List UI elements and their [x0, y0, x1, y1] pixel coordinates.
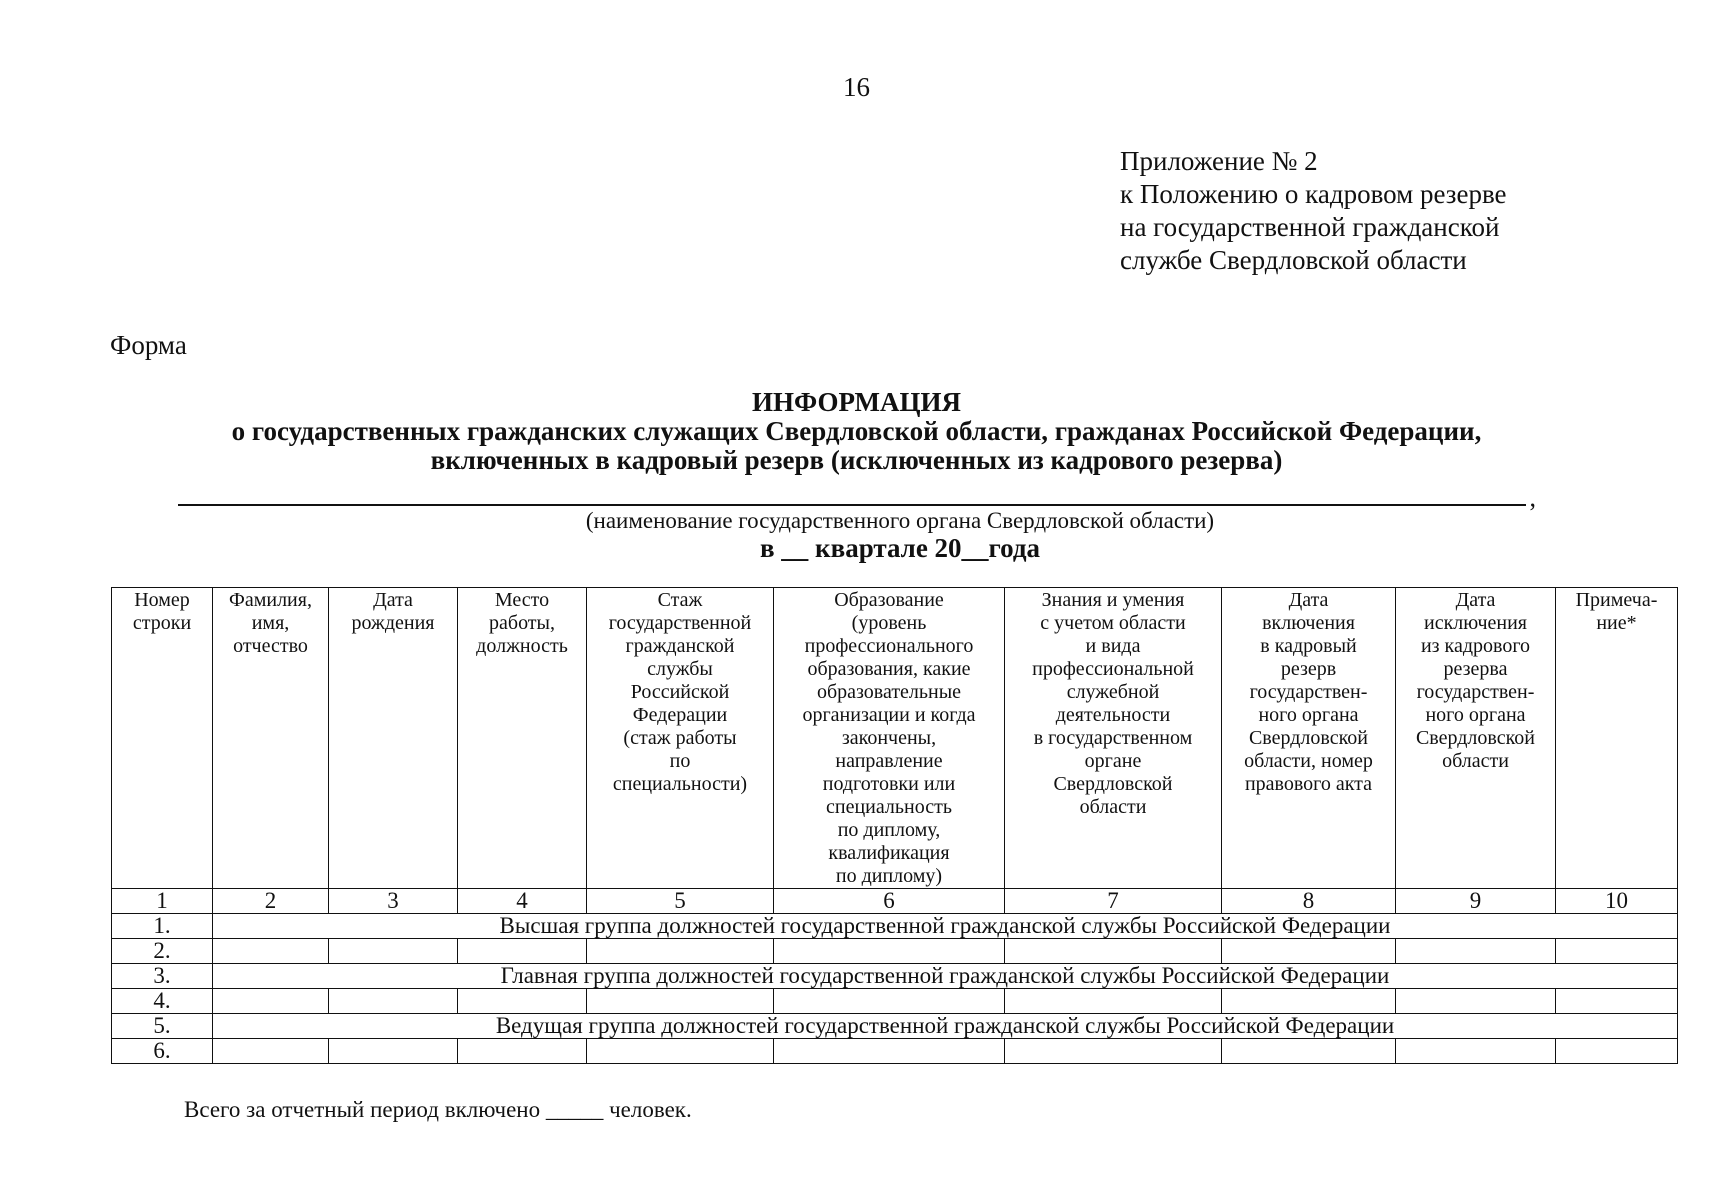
- table-row: [112, 989, 1678, 1014]
- column-header-line: профессиональной: [1032, 658, 1194, 680]
- table-row: [112, 1039, 1678, 1064]
- column-header-line: исключения: [1424, 612, 1527, 634]
- column-number: 7: [1005, 889, 1222, 914]
- column-header-line: имя,: [251, 612, 290, 634]
- column-header-line: Дата: [373, 589, 413, 611]
- empty-cell[interactable]: [1396, 989, 1556, 1014]
- table-row: [112, 964, 1678, 989]
- column-header: [587, 588, 774, 889]
- empty-cell[interactable]: [587, 989, 774, 1014]
- column-header-line: службы: [647, 658, 713, 680]
- row-number: 3.: [112, 964, 213, 989]
- column-number: 8: [1222, 889, 1396, 914]
- blank-line-comma: ,: [1529, 483, 1536, 512]
- row-number: 6.: [112, 1039, 213, 1064]
- page-number: 16: [843, 72, 870, 102]
- form-label: Форма: [110, 330, 187, 360]
- column-header-line: профессионального: [804, 635, 974, 657]
- empty-cell[interactable]: [1396, 939, 1556, 964]
- empty-cell[interactable]: [774, 989, 1005, 1014]
- column-header-line: правового акта: [1244, 773, 1373, 795]
- column-header-line: Свердловской: [1248, 727, 1369, 749]
- empty-cell[interactable]: [774, 939, 1005, 964]
- column-number: 10: [1556, 889, 1678, 914]
- column-header-line: ного органа: [1258, 704, 1359, 726]
- empty-cell[interactable]: [458, 1039, 587, 1064]
- column-number: 3: [329, 889, 458, 914]
- empty-cell[interactable]: [1005, 1039, 1222, 1064]
- column-header-line: области: [1079, 796, 1147, 818]
- column-number: 6: [774, 889, 1005, 914]
- document-title: [0, 388, 1713, 475]
- column-header-line: Российской: [630, 681, 730, 703]
- column-header-line: Фамилия,: [229, 589, 312, 611]
- column-header: [112, 588, 213, 889]
- total-included-line: Всего за отчетный период включено _____ человек.: [184, 1097, 692, 1122]
- table-body: [112, 889, 1678, 1064]
- empty-cell[interactable]: [329, 1039, 458, 1064]
- org-name-caption: (наименование государственного органа Свердловской области): [585, 508, 1215, 533]
- column-header-line: ние*: [1596, 612, 1637, 634]
- column-header-line: квалификация: [828, 842, 950, 864]
- column-header: [1005, 588, 1222, 889]
- column-header-line: образования, какие: [807, 658, 971, 680]
- table-row: [112, 939, 1678, 964]
- column-header-line: Свердловской: [1415, 727, 1536, 749]
- column-header-line: закончены,: [841, 727, 937, 749]
- empty-cell[interactable]: [774, 1039, 1005, 1064]
- table-row: [112, 1014, 1678, 1039]
- column-header-line: и вида: [1085, 635, 1141, 657]
- empty-cell[interactable]: [213, 989, 329, 1014]
- position-group-heading: Ведущая группа должностей государственной гражданской службы Российской Федерации: [213, 1014, 1678, 1039]
- column-header-line: Свердловской: [1053, 773, 1173, 795]
- column-header-line: строки: [132, 612, 192, 634]
- column-header-line: направление: [835, 750, 943, 772]
- reserve-info-table: [111, 587, 1678, 1064]
- empty-cell[interactable]: [1556, 1039, 1678, 1064]
- empty-cell[interactable]: [329, 939, 458, 964]
- empty-cell[interactable]: [213, 1039, 329, 1064]
- column-header-line: отчество: [233, 635, 308, 657]
- column-header-line: в государственном: [1033, 727, 1193, 749]
- column-header: [1556, 588, 1678, 889]
- position-group-heading: Главная группа должностей государственной гражданской службы Российской Федерации: [213, 964, 1678, 989]
- column-header: [329, 588, 458, 889]
- empty-cell[interactable]: [213, 939, 329, 964]
- column-header-line: образовательные: [816, 681, 962, 703]
- column-header-line: Примеча-: [1575, 589, 1658, 611]
- column-header-line: организации и когда: [802, 704, 976, 726]
- column-header-line: работы,: [489, 612, 555, 634]
- column-number: 2: [213, 889, 329, 914]
- title-line: о государственных гражданских служащих Свердловской области, гражданах Российской Федерации,: [231, 416, 1482, 446]
- column-header-line: Место: [494, 589, 550, 611]
- empty-cell[interactable]: [1222, 939, 1396, 964]
- row-number: 2.: [112, 939, 213, 964]
- column-header-line: Федерации: [632, 704, 728, 726]
- column-header-line: с учетом области: [1040, 612, 1186, 634]
- column-header-line: резерва: [1443, 658, 1508, 680]
- column-header-line: подготовки или: [822, 773, 956, 795]
- column-header-line: Образование: [834, 589, 944, 611]
- appendix-note: [1120, 145, 1507, 277]
- column-header-line: государственной: [608, 612, 752, 634]
- column-header: [458, 588, 587, 889]
- column-number: 9: [1396, 889, 1556, 914]
- title-main: ИНФОРМАЦИЯ: [752, 387, 961, 417]
- column-header-line: по диплому,: [837, 819, 941, 841]
- position-group-heading: Высшая группа должностей государственной гражданской службы Российской Федерации: [213, 914, 1678, 939]
- column-header-line: по: [669, 750, 691, 772]
- column-header-line: (стаж работы: [623, 727, 737, 749]
- column-header-line: Стаж: [657, 589, 703, 611]
- column-number: 4: [458, 889, 587, 914]
- appendix-line: службе Свердловской области: [1120, 245, 1467, 275]
- table-header-row: [112, 588, 1678, 889]
- column-header-line: ного органа: [1425, 704, 1526, 726]
- column-header-line: должность: [476, 635, 568, 657]
- column-header-line: Дата: [1288, 589, 1329, 611]
- title-line: включенных в кадровый резерв (исключенных из кадрового резерва): [430, 445, 1283, 475]
- column-header-line: органе: [1084, 750, 1142, 772]
- column-header-line: резерв: [1280, 658, 1337, 680]
- column-header-line: специальности): [612, 773, 748, 795]
- empty-cell[interactable]: [329, 989, 458, 1014]
- appendix-line: на государственной гражданской: [1120, 212, 1500, 242]
- column-header-line: по диплому): [835, 865, 943, 887]
- empty-cell[interactable]: [587, 939, 774, 964]
- column-header-line: гражданской: [625, 635, 735, 657]
- column-header-line: рождения: [351, 612, 435, 634]
- column-number: 5: [587, 889, 774, 914]
- empty-cell[interactable]: [1005, 939, 1222, 964]
- empty-cell[interactable]: [1396, 1039, 1556, 1064]
- column-header-line: области, номер: [1244, 750, 1373, 772]
- table-row: [112, 914, 1678, 939]
- empty-cell[interactable]: [587, 1039, 774, 1064]
- empty-cell[interactable]: [1005, 989, 1222, 1014]
- column-header-line: Знания и умения: [1041, 589, 1185, 611]
- column-number: 1: [112, 889, 213, 914]
- row-number: 1.: [112, 914, 213, 939]
- column-header-line: государствен-: [1249, 681, 1368, 703]
- column-header-line: специальность: [826, 796, 952, 818]
- empty-cell[interactable]: [1556, 989, 1678, 1014]
- row-number: 5.: [112, 1014, 213, 1039]
- column-header-line: в кадровый: [1260, 635, 1357, 657]
- column-header: [1396, 588, 1556, 889]
- column-number-row: [112, 889, 1678, 914]
- column-header: [213, 588, 329, 889]
- appendix-line: Приложение № 2: [1120, 146, 1318, 176]
- column-header-line: деятельности: [1055, 704, 1171, 726]
- org-name-blank-line: [178, 478, 1536, 512]
- empty-cell[interactable]: [458, 939, 587, 964]
- quarter-line: в __ квартале 20__года: [759, 533, 1041, 563]
- empty-cell[interactable]: [458, 989, 587, 1014]
- column-header-line: области: [1442, 750, 1509, 772]
- appendix-line: к Положению о кадровом резерве: [1120, 179, 1507, 209]
- column-header-line: (уровень: [851, 612, 927, 634]
- column-header-line: служебной: [1066, 681, 1160, 703]
- column-header-line: из кадрового: [1420, 635, 1531, 657]
- column-header: [774, 588, 1005, 889]
- column-header-line: включения: [1262, 612, 1355, 634]
- row-number: 4.: [112, 989, 213, 1014]
- column-header-line: Номер: [134, 589, 190, 611]
- column-header-line: государствен-: [1416, 681, 1535, 703]
- column-header: [1222, 588, 1396, 889]
- column-header-line: Дата: [1455, 589, 1496, 611]
- empty-cell[interactable]: [1556, 939, 1678, 964]
- empty-cell[interactable]: [1222, 989, 1396, 1014]
- empty-cell[interactable]: [1222, 1039, 1396, 1064]
